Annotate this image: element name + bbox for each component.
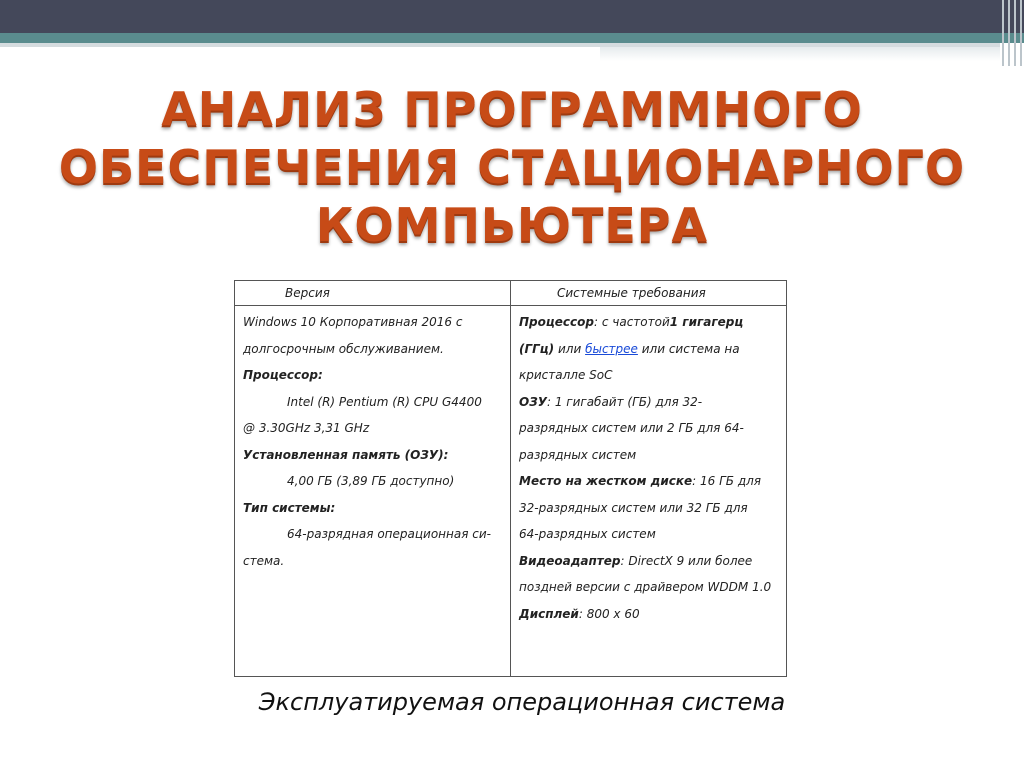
req-display: Дисплей: 800 х 60 [519,606,640,621]
top-bar-dark [0,0,1024,33]
slide-title [40,80,984,254]
title-line-1: АНАЛИЗ ПРОГРАММНОГО [161,82,863,136]
title-line-3: КОМПЬЮТЕРА [315,198,709,252]
header-version: Версия [235,281,511,306]
ram-value: 4,00 ГБ (3,89 ГБ доступно) [287,474,455,488]
ram-label: Установленная память (ОЗУ): [243,447,449,462]
title-line-2: ОБЕСПЕЧЕНИЯ СТАЦИОНАРНОГО [58,140,966,194]
processor-value: Intel (R) Pentium (R) CPU G4400 [287,394,482,409]
processor-label: Процессор: [243,368,323,382]
slide-caption: Эксплуатируемая операционная система [258,688,786,716]
req-ram-cont: разрядных систем или 2 ГБ для 64- [519,421,744,435]
version-line: Windows 10 Корпоративная 2016 с [243,315,463,329]
system-type-value-cont: стема. [243,553,285,568]
req-ram: ОЗУ: 1 гигабайт (ГБ) для 32- [519,394,703,409]
system-type-value: 64-разрядная операционная си- [287,527,491,541]
req-gpu: Видеоадаптер: DirectX 9 или более [519,553,753,568]
decor-vertical-line [1014,0,1016,66]
version-line: долгосрочным обслуживанием. [243,341,444,356]
req-disk-cont: 64-разрядных систем [519,527,656,541]
version-cell [235,306,511,677]
decor-vertical-line [1002,0,1004,66]
system-type-label: Тип системы: [243,500,336,515]
req-gpu-cont: поздней версии с драйвером WDDM 1.0 [519,580,772,594]
top-bar-shadow [600,47,1000,61]
faster-link[interactable]: быстрее [585,341,638,356]
decor-vertical-line [1008,0,1010,66]
header-requirements: Системные требования [511,281,787,306]
table-header-row [235,281,787,306]
processor-freq: @ 3.30GHz 3,31 GHz [243,421,370,435]
req-disk-cont: 32-разрядных систем или 32 ГБ для [519,500,748,515]
table-row [235,306,787,677]
req-cpu-cont: (ГГц) или быстрее или система на [519,341,740,356]
req-cpu-cont: кристалле SoC [519,368,613,382]
requirements-cell [511,306,787,677]
req-ram-cont: разрядных систем [519,447,637,462]
req-disk: Место на жестком диске: 16 ГБ для [519,474,762,488]
req-cpu: Процессор: с частотой1 гигагерц [519,315,744,329]
decor-vertical-line [1020,0,1022,66]
os-comparison-table [234,280,787,677]
top-bar-teal [0,33,1024,43]
